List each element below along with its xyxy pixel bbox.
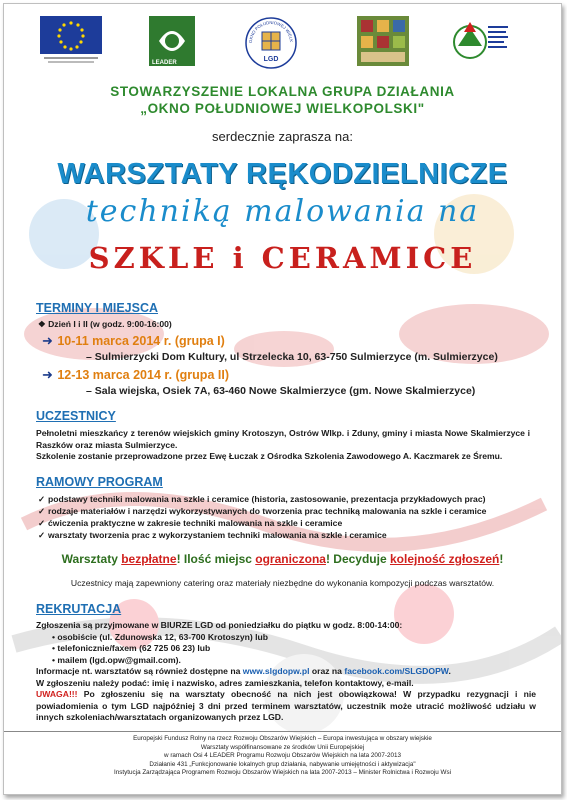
warning-text xyxy=(36,689,536,724)
uczestnicy-text1: Pełnoletni mieszkańcy z terenów wiejskich gminy Krotoszyn, Ostrów Wlkp. i Zduny, gminy i miasta Nowe Skalmierzyce i Raszków oraz miasta Sulmierzyce. xyxy=(36,428,530,450)
leader-text: LEADER xyxy=(152,60,177,66)
footer-line: Instytucja Zarządzająca Programem Rozwoju Obszarów Wiejskich na lata 2007-2013 – Minister Rolnictwa i Rozwoju Wsi xyxy=(113,769,452,777)
group2-date-row xyxy=(42,366,229,384)
program-item xyxy=(38,505,538,517)
contact-item xyxy=(36,655,536,667)
dot-bullet-icon: • xyxy=(52,631,58,642)
notice-order: kolejność zgłoszeń xyxy=(389,552,500,566)
poster xyxy=(3,3,562,795)
info-text: Informacje nt. warsztatów są również dostępne na xyxy=(36,666,243,676)
program-item xyxy=(38,529,538,541)
group1-date: 10-11 marca 2014 r. (grupa I) xyxy=(57,334,225,348)
regional-mosaic-logo xyxy=(357,16,409,66)
group1-place: – Sulmierzycki Dom Kultury, ul Strzelecka 10, 63-750 Sulmierzyce (m. Sulmierzyce) xyxy=(86,351,498,363)
terminy-heading: TERMINY I MIEJSCA xyxy=(36,301,159,315)
check-icon: ✓ xyxy=(38,530,46,540)
footer-line: Europejski Fundusz Rolny na rzecz Rozwoju Obszarów Wiejskich – Europa inwestująca w obszary wiejskie xyxy=(133,735,432,742)
lgd-ring-text: OKNO POŁUDNIOWEJ WIELK xyxy=(247,19,295,44)
group2-place: – Sala wiejska, Osiek 7A, 63-460 Nowe Skalmierzyce (gm. Nowe Skalmierzyce) xyxy=(86,385,476,397)
program-item xyxy=(38,493,538,505)
terminy-days xyxy=(38,319,172,331)
rekrutacja-heading: REKRUTACJA xyxy=(36,602,122,616)
uczestnicy-text2: Szkolenie zostanie przeprowadzone przez Ewę Łuczak z Ośrodka Szkolenia Zawodowego A. Kaczmarek ze Śremu. xyxy=(36,451,503,461)
facebook-link[interactable]: facebook.com/SLGDOPW xyxy=(344,666,449,676)
footer-line: Działanie 431 „Funkcjonowanie lokalnych grup działania, nabywanie umiejętności i aktywizacja" xyxy=(149,760,416,768)
check-icon: ✓ xyxy=(38,506,46,516)
contact-email: mailem (lgd.opw@gmail.com). xyxy=(57,654,181,665)
info-text: . xyxy=(448,666,451,676)
lgd-text: LGD xyxy=(263,56,279,63)
program-list xyxy=(38,493,538,541)
footer-line: Warsztaty współfinansowane ze środków Unii Europejskiej xyxy=(200,743,365,751)
program-item-text: warsztaty tworzenia prac z wykorzystaniem techniki malowania na szkle i ceramice xyxy=(48,530,387,540)
uczestnicy-heading: UCZESTNICY xyxy=(36,409,116,423)
application-requirements: W zgłoszeniu należy podać: imię i nazwisko, adres zamieszkania, telefon kontaktowy, e-mail. xyxy=(36,677,414,688)
footer xyxy=(4,735,561,778)
prow-logo xyxy=(452,16,512,66)
check-icon: ✓ xyxy=(38,494,46,504)
warning-label: UWAGA!!! xyxy=(36,689,78,699)
leader-logo xyxy=(149,16,195,66)
footer-divider xyxy=(4,731,561,732)
program-item-text: rodzaje materiałów i narzędzi wykorzystywanych do tworzenia prac techniką malowania na szkle i ceramice xyxy=(48,506,487,516)
notice-free: bezpłatne xyxy=(121,552,177,566)
contact-item xyxy=(36,643,536,655)
program-item-text: podstawy techniki malowania na szkle i ceramice (historia, zastosowanie, prezentacja przykładowych prac) xyxy=(48,494,486,504)
invitation-text: serdecznie zaprasza na: xyxy=(212,129,353,144)
program-item xyxy=(38,517,538,529)
notice-limited: ograniczona xyxy=(255,552,326,566)
diamond-bullet-icon: ❖ xyxy=(38,319,49,329)
free-limited-notice xyxy=(4,552,561,566)
lgd-logo xyxy=(242,16,300,66)
organization-name-line1: STOWARZYSZENIE LOKALNA GRUPA DZIAŁANIA xyxy=(110,84,455,99)
program-heading: RAMOWY PROGRAM xyxy=(36,475,163,489)
group1-date-row xyxy=(42,332,225,350)
catering-text: Uczestnicy mają zapewniony catering oraz materiały niezbędne do wykonania kompozycji podczas warsztatów. xyxy=(70,578,495,588)
eu-flag-logo xyxy=(40,16,102,66)
arrow-bullet-icon: ➜ xyxy=(42,333,53,348)
uczestnicy-text xyxy=(36,428,530,463)
program-item-text: ćwiczenia praktyczne w zakresie techniki malowania na szkle i ceramice xyxy=(48,518,343,528)
contact-item xyxy=(36,632,536,644)
terminy-days-text: Dzień I i II (w godz. 9:00-16:00) xyxy=(48,319,172,329)
info-text: oraz na xyxy=(309,666,345,676)
dot-bullet-icon: • xyxy=(52,643,58,653)
notice-part: Warsztaty xyxy=(61,552,122,566)
title-line3: SZKLE i CERAMICE xyxy=(88,241,477,275)
title-line2: techniką malowania na xyxy=(85,194,480,229)
notice-part: ! Decyduje xyxy=(325,552,390,566)
rekrutacja-body xyxy=(36,620,536,724)
notice-part: ! xyxy=(499,552,504,566)
arrow-bullet-icon: ➜ xyxy=(42,367,53,382)
title-line1: WARSZTATY RĘKODZIELNICZE xyxy=(57,158,508,190)
dot-bullet-icon: • xyxy=(52,654,58,665)
warning-body: Po zgłoszeniu się na warsztaty obecność na nich jest obowiązkowa! W przypadku rezygnacji i nie powiadomienia o tym LGD najpóźniej 3 dni przed terminem warsztatów, uczestnik może utracić możliwość udziału w innych szkoleniach/warsztatach organizowanych przez LGD. xyxy=(36,689,536,722)
check-icon: ✓ xyxy=(38,518,46,528)
organization-name-line2: „OKNO POŁUDNIOWEJ WIELKOPOLSKI" xyxy=(140,101,425,116)
contact-personal: osobiście (ul. Zdunowska 12, 63-700 Krotoszyn) lub xyxy=(57,631,268,642)
footer-line: w ramach Osi 4 LEADER Programu Rozwoju Obszarów Wiejskich na lata 2007-2013 xyxy=(164,752,401,760)
contact-phone: telefonicznie/faxem (62 725 06 23) lub xyxy=(57,643,211,653)
group2-date: 12-13 marca 2014 r. (grupa II) xyxy=(57,368,229,382)
rekrutacja-intro: Zgłoszenia są przyjmowane w BIURZE LGD od poniedziałku do piątku w godz. 8:00-14:00: xyxy=(36,620,403,630)
info-line xyxy=(36,666,536,678)
notice-part: ! Ilość miejsc xyxy=(176,552,256,566)
website-link[interactable]: www.slgdopw.pl xyxy=(242,666,310,676)
